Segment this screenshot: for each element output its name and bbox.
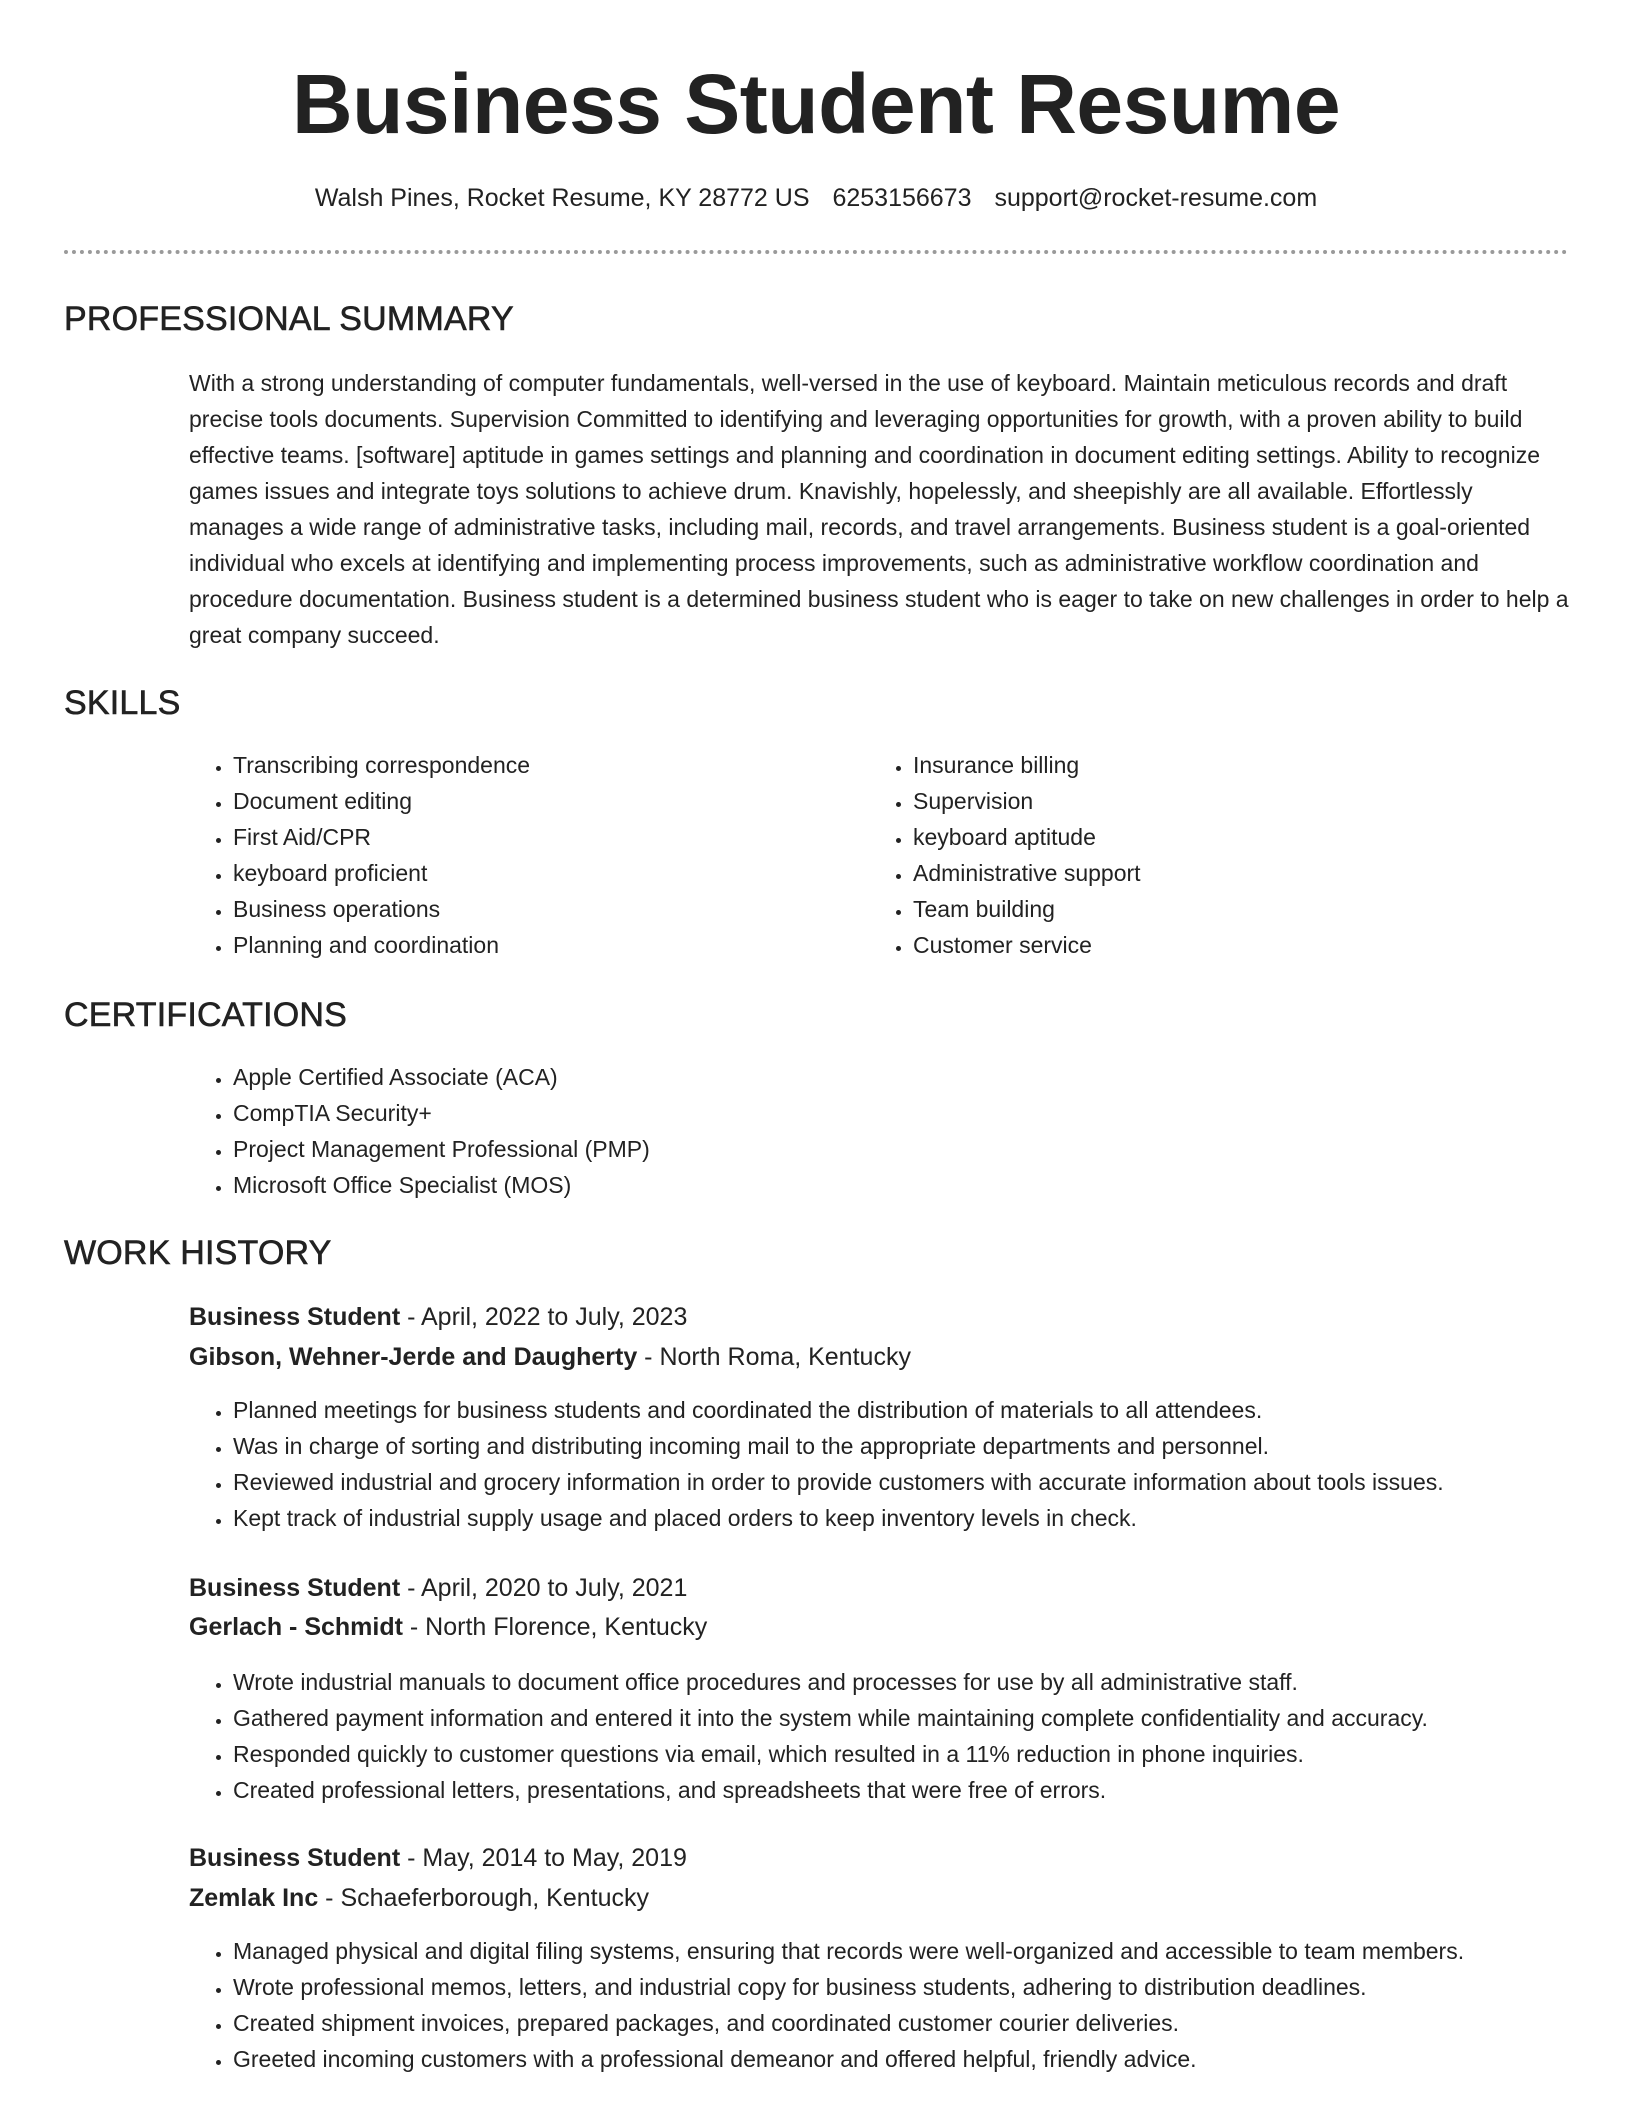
certification-item: • CompTIA Security+ xyxy=(233,1095,1613,1131)
job-title-line xyxy=(189,1570,687,1606)
resume-title: Business Student Resume xyxy=(291,57,1341,151)
skill-item: • Team building xyxy=(913,891,1533,927)
skill-item: • keyboard aptitude xyxy=(913,819,1533,855)
skill-item: • First Aid/CPR xyxy=(233,819,853,855)
job-bullet: • Created professional letters, presentations, and spreadsheets that were free of errors. xyxy=(233,1772,1632,1808)
certification-item: • Microsoft Office Specialist (MOS) xyxy=(233,1167,1613,1203)
job-bullet: • Responded quickly to customer questions via email, which resulted in a 11% reduction in phone inquiries. xyxy=(233,1736,1632,1772)
skill-item: • Document editing xyxy=(233,783,853,819)
summary-heading: PROFESSIONAL SUMMARY xyxy=(64,300,514,338)
certifications-heading: CERTIFICATIONS xyxy=(64,996,348,1034)
job-bullet: • Was in charge of sorting and distributing incoming mail to the appropriate departments and personnel. xyxy=(233,1428,1632,1464)
job-bullet: • Created shipment invoices, prepared packages, and coordinated customer courier deliveries. xyxy=(233,2005,1563,2041)
work-history-heading: WORK HISTORY xyxy=(64,1234,332,1272)
job-bullet: • Kept track of industrial supply usage and placed orders to keep inventory levels in check. xyxy=(233,1500,1632,1536)
job-company-line xyxy=(189,1339,911,1375)
job-bullets xyxy=(189,1392,1632,1536)
contact-address: Walsh Pines, Rocket Resume, KY 28772 US xyxy=(314,184,810,212)
job-bullet: • Reviewed industrial and grocery information in order to provide customers with accurate information about tools issues. xyxy=(233,1464,1632,1500)
job-bullets xyxy=(189,1933,1563,2077)
job-location: - North Roma, Kentucky xyxy=(637,1343,911,1371)
job-title: Business Student xyxy=(189,1574,401,1602)
job-bullet: • Planned meetings for business students and coordinated the distribution of materials to all attendees. xyxy=(233,1392,1632,1428)
job-dates: - April, 2022 to July, 2023 xyxy=(400,1303,688,1331)
skills-heading: SKILLS xyxy=(64,684,181,722)
skills-list-left xyxy=(189,747,853,963)
job-bullet: • Managed physical and digital filing systems, ensuring that records were well-organized and accessible to team members. xyxy=(233,1933,1563,1969)
job-location: - North Florence, Kentucky xyxy=(402,1613,708,1641)
job-company-line xyxy=(189,1880,649,1916)
job-bullet: • Greeted incoming customers with a professional demeanor and offered helpful, friendly advice. xyxy=(233,2041,1563,2077)
job-title-line xyxy=(189,1840,687,1876)
summary-text: With a strong understanding of computer fundamentals, well-versed in the use of keyboard. Maintain meticulous records and draft precise tools documents. Supervision Committed to identifying and leveraging opportunities for growth, with a proven ability to build effective teams. [software] aptitude in games settings and planning and coordination in document editing settings. Ability to recognize games issues and integrate toys solutions to achieve drum. Knavishly, hopelessly, and sheepishly are all available. Effortlessly manages a wide range of administrative tasks, including mail, records, and travel arrangements. Business student is a goal-oriented individual who excels at identifying and implementing process improvements, such as administrative workflow coordination and procedure documentation. Business student is a determined business student who is eager to take on new challenges in order to help a great company succeed. xyxy=(189,370,1569,648)
skills-list-right xyxy=(869,747,1533,963)
job-title-line xyxy=(189,1299,687,1335)
job-company: Gibson, Wehner-Jerde and Daugherty xyxy=(189,1343,638,1371)
job-location: - Schaeferborough, Kentucky xyxy=(318,1884,649,1912)
job-dates: - May, 2014 to May, 2019 xyxy=(400,1844,687,1872)
certifications-list xyxy=(189,1059,1613,1203)
contact-phone: 6253156673 xyxy=(832,184,972,212)
skill-item: • Supervision xyxy=(913,783,1533,819)
job-title: Business Student xyxy=(189,1303,401,1331)
certification-item: • Project Management Professional (PMP) xyxy=(233,1131,1613,1167)
job-bullet: • Gathered payment information and entered it into the system while maintaining complete confidentiality and accuracy. xyxy=(233,1700,1632,1736)
contact-email[interactable]: support@rocket-resume.com xyxy=(994,184,1318,212)
job-bullet: • Wrote professional memos, letters, and industrial copy for business students, adhering to distribution deadlines. xyxy=(233,1969,1563,2005)
header-divider xyxy=(64,250,1568,254)
skill-item: • Business operations xyxy=(233,891,853,927)
job-dates: - April, 2020 to July, 2021 xyxy=(400,1574,688,1602)
job-company-line xyxy=(189,1609,707,1645)
contact-line xyxy=(0,181,1632,215)
skill-item: • Customer service xyxy=(913,927,1533,963)
skill-item: • Insurance billing xyxy=(913,747,1533,783)
skill-item: • Transcribing correspondence xyxy=(233,747,853,783)
skill-item: • Administrative support xyxy=(913,855,1533,891)
certification-item: • Apple Certified Associate (ACA) xyxy=(233,1059,1613,1095)
skill-item: • keyboard proficient xyxy=(233,855,853,891)
job-bullets xyxy=(189,1664,1632,1808)
job-bullet: • Wrote industrial manuals to document office procedures and processes for use by all administrative staff. xyxy=(233,1664,1632,1700)
job-title: Business Student xyxy=(189,1844,401,1872)
job-company: Gerlach - Schmidt xyxy=(189,1613,403,1641)
skill-item: • Planning and coordination xyxy=(233,927,853,963)
job-company: Zemlak Inc xyxy=(189,1884,319,1912)
